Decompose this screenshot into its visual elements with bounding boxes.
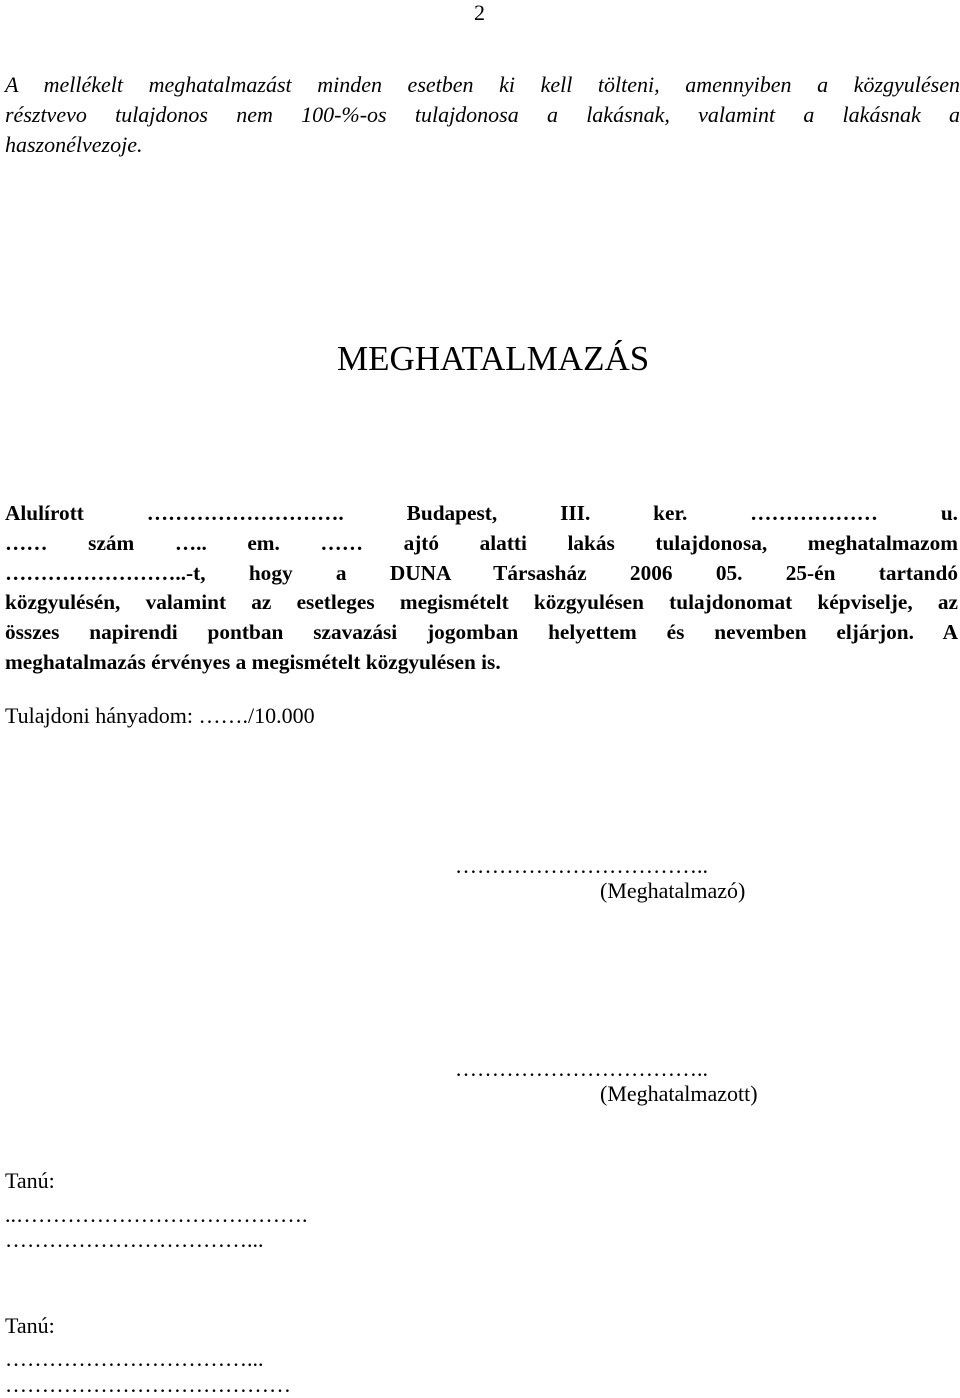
body-line: meghatalmazás érvényes a megismételt közgyulésen is. — [5, 649, 501, 674]
body-line: Alulírott ………………………. Budapest, III. ker. ……………… u. — [5, 501, 958, 525]
witness-2-label: Tanú: — [5, 1313, 55, 1338]
witness-1-line-2: ……………………………... — [5, 1227, 264, 1252]
grantor-signature-line: …………………………….. — [455, 853, 708, 878]
intro-line: haszonélvezoje. — [5, 132, 143, 157]
intro-line: A mellékelt meghatalmazást minden esetben ki kell tölteni, amennyiben a közgyulésen — [5, 72, 960, 97]
witness-1-line-1: ..…………………………………. — [5, 1202, 308, 1227]
body-line: összes napirendi pontban szavazási jogomban helyettem és nevemben eljárjon. A — [5, 620, 958, 645]
witness-2-line-2: ………………………………… — [5, 1372, 291, 1397]
body-line: közgyulésén, valamint az esetleges megismételt közgyulésen tulajdonomat képviselje, az — [5, 590, 958, 615]
proxy-label: (Meghatalmazott) — [600, 1081, 758, 1106]
body-line: …… szám ….. em. …… ajtó alatti lakás tulajdonosa, meghatalmazom — [5, 530, 958, 555]
page-number: 2 — [474, 0, 485, 25]
authorization-text — [5, 499, 958, 678]
intro-note — [5, 70, 960, 160]
witness-1-label: Tanú: — [5, 1168, 55, 1193]
grantor-label: (Meghatalmazó) — [600, 878, 746, 903]
ownership-share: Tulajdoni hányadom: ……./10.000 — [5, 703, 315, 728]
intro-line: résztvevo tulajdonos nem 100-%-os tulajdonosa a lakásnak, valamint a lakásnak a — [5, 102, 960, 127]
witness-2-line-1: ……………………………... — [5, 1346, 264, 1371]
proxy-signature-line: …………………………….. — [455, 1056, 708, 1081]
document-title: MEGHATALMAZÁS — [337, 339, 650, 378]
body-line: ……………………..-t, hogy a DUNA Társasház 2006 05. 25-én tartandó — [5, 560, 958, 585]
